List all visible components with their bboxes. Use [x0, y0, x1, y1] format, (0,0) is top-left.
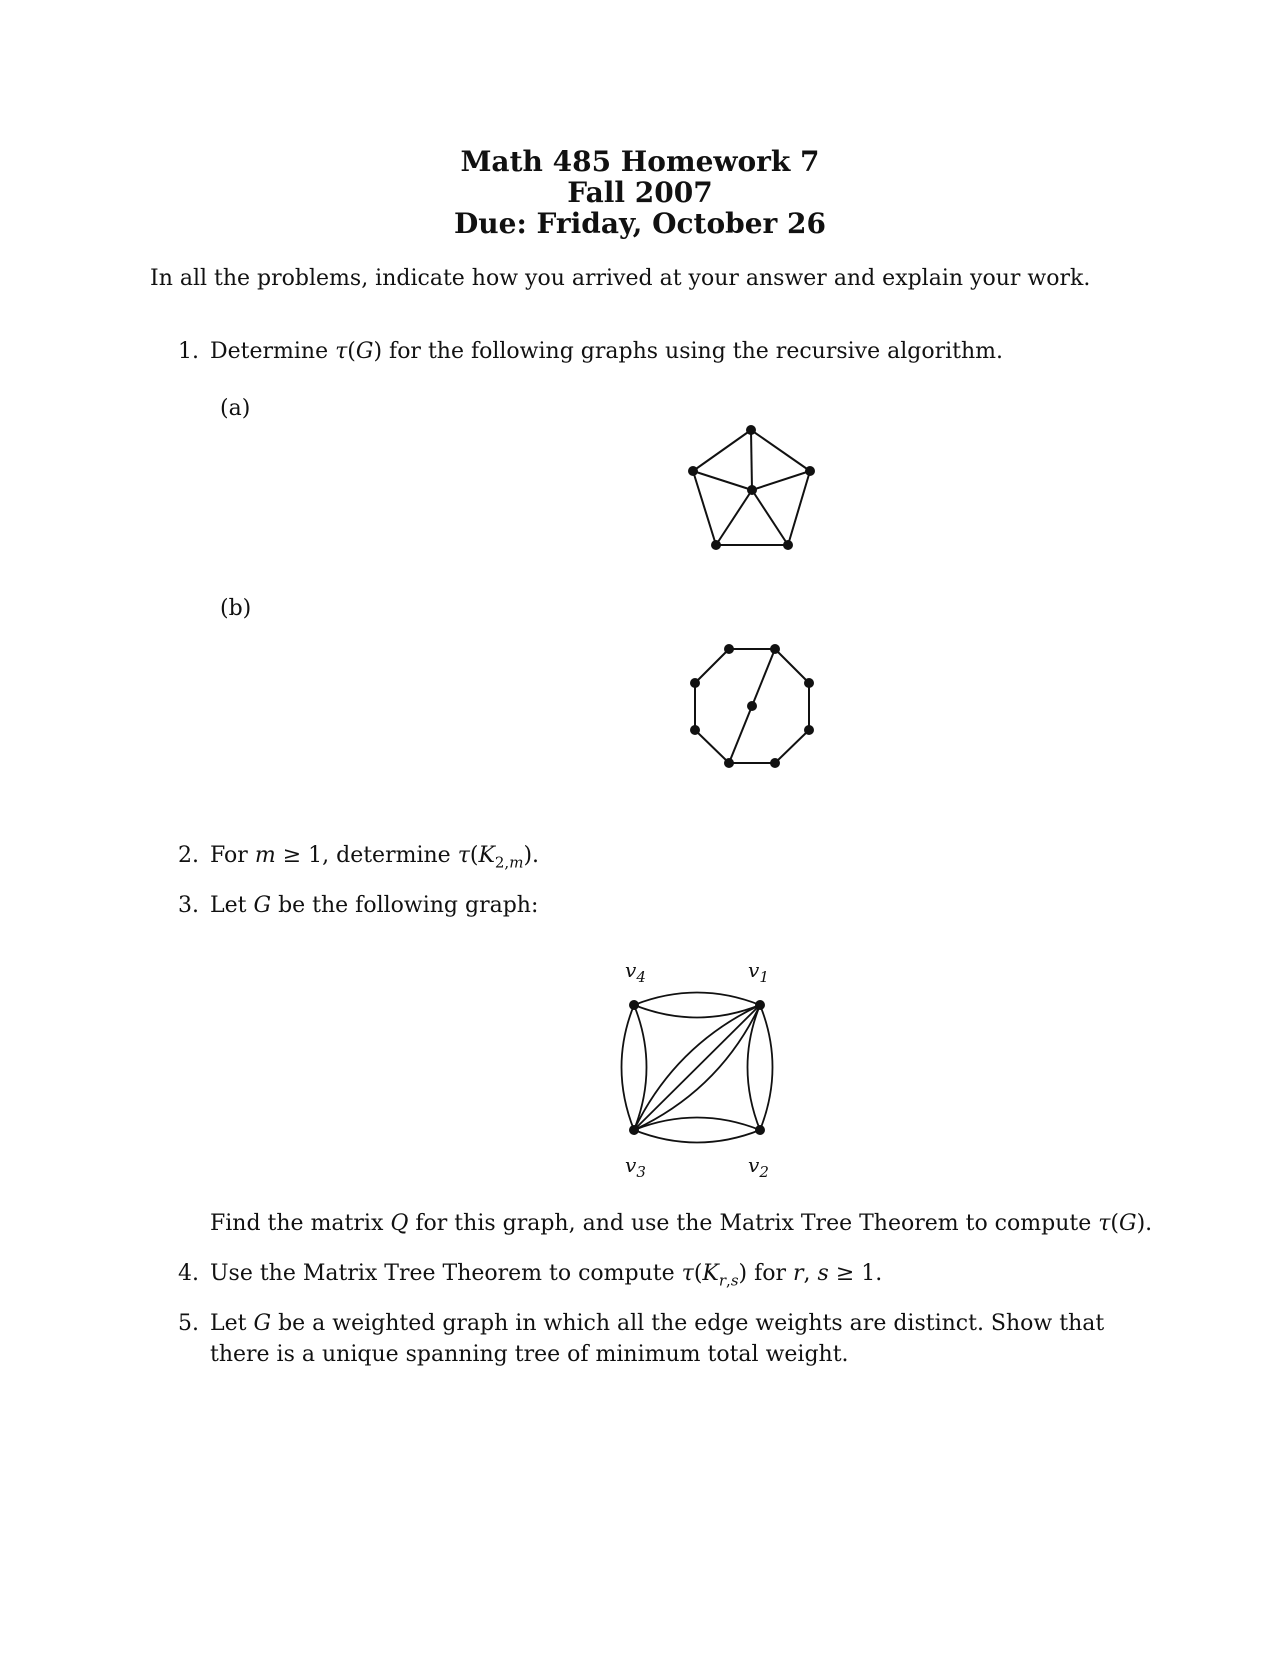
problem-number: 4. [178, 1261, 199, 1286]
problem-number: 3. [178, 893, 199, 918]
problem-5: 5. Let G be a weighted graph in which all the edge weights are distinct. Show that there is a unique spanning tree of minimum total weight. [178, 1308, 210, 1339]
title-block [0, 146, 1280, 239]
problem-number: 2. [178, 843, 199, 868]
graph-b-octagon [680, 640, 820, 780]
problem-text: for the following graphs using the recursive algorithm. [389, 339, 1004, 364]
problem-1: 1. Determine τ(G) for the following graphs using the recursive algorithm. [178, 336, 210, 367]
page-title: Math 485 Homework 7 [460, 145, 820, 178]
problem-text: Determine [210, 339, 329, 364]
intro-text: In all the problems, indicate how you arrived at your answer and explain your work. [150, 266, 1091, 291]
vertex-label-v1: $v_1$ [748, 958, 769, 986]
vertex-label-v2: $v_2$ [748, 1153, 769, 1181]
problem-3-followup: Find the matrix Q for this graph, and use the Matrix Tree Theorem to compute τ(G). [210, 1211, 1153, 1236]
problem-4: 4. Use the Matrix Tree Theorem to compute $\tau(K_{r,s})$ for r, s ≥ 1. [178, 1258, 210, 1289]
problem-text: for this graph, and use the Matrix Tree Theorem to compute [415, 1211, 1092, 1236]
problem-text: for [754, 1261, 786, 1286]
part-b-label: (b) [220, 596, 252, 621]
vertex-label-v3: $v_3$ [625, 1153, 646, 1181]
vertex-label-v4: $v_4$ [625, 958, 646, 986]
problem-text: Let [210, 893, 247, 918]
problem-text: be the following graph: [278, 893, 539, 918]
problem-number: 5. [178, 1311, 199, 1336]
problem-text: For [210, 843, 248, 868]
problem-number: 1. [178, 339, 199, 364]
term: Fall 2007 [567, 176, 713, 209]
problem-text: be a weighted graph in which all the edge weights are distinct. Show that there is a unique spanning tree of minimum total weight. [210, 1311, 1105, 1367]
due-date: Due: Friday, October 26 [453, 207, 827, 240]
problem-text: determine [336, 843, 451, 868]
problem-text: Let [210, 1311, 247, 1336]
problem-2: 2. For m ≥ 1, determine $\tau(K_{2,m})$. [178, 840, 210, 871]
problem-3: 3. Let G be the following graph: [178, 890, 210, 921]
problem-text: Find the matrix [210, 1211, 384, 1236]
graph-a-wheel [640, 420, 820, 560]
part-a-label: (a) [220, 396, 251, 421]
math-tau-g: τ [335, 339, 348, 364]
problem-text: Use the Matrix Tree Theorem to compute [210, 1261, 675, 1286]
